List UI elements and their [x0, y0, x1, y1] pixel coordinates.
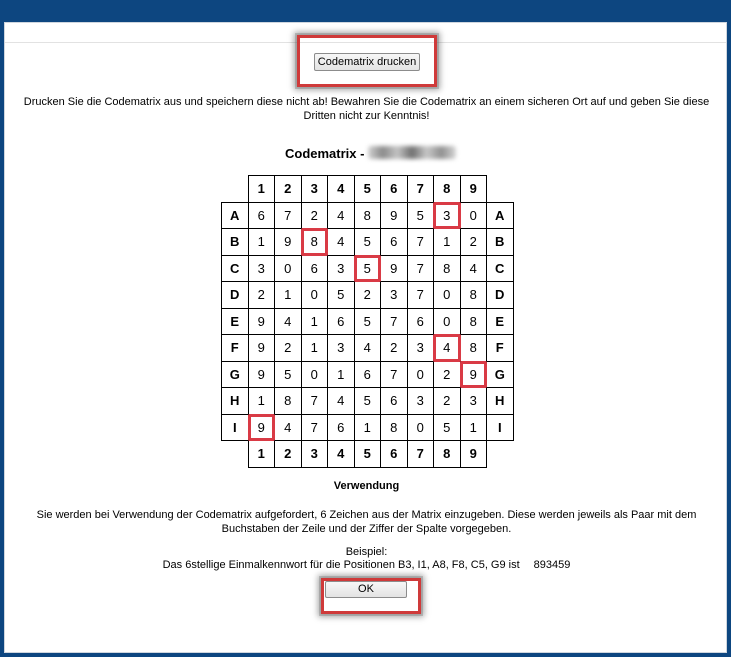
row-header: G: [221, 361, 249, 389]
matrix-cell: 7: [274, 202, 302, 230]
row-header: C: [486, 255, 514, 283]
column-footer: 2: [274, 440, 302, 468]
example-label: Beispiel:: [345, 546, 388, 558]
matrix-cell: 8: [460, 334, 488, 362]
matrix-cell: 0: [407, 361, 435, 389]
matrix-cell: 4: [460, 255, 488, 283]
print-codematrix-button[interactable]: Codematrix drucken: [314, 53, 420, 71]
matrix-cell: 5: [327, 281, 355, 309]
dialog-window: [4, 22, 727, 653]
column-header: 1: [248, 175, 276, 203]
row-header: F: [221, 334, 249, 362]
matrix-cell: 1: [301, 334, 329, 362]
matrix-cell: 5: [274, 361, 302, 389]
matrix-cell: 5: [354, 308, 382, 336]
row-header: H: [221, 387, 249, 415]
matrix-corner: [486, 440, 514, 468]
example-line: [5, 559, 728, 571]
matrix-cell: 4: [274, 414, 302, 442]
row-header: I: [486, 414, 514, 442]
matrix-cell: 3: [460, 387, 488, 415]
matrix-cell: 7: [301, 387, 329, 415]
matrix-cell: 9: [248, 308, 276, 336]
column-header: 2: [274, 175, 302, 203]
row-header: F: [486, 334, 514, 362]
matrix-title: Codematrix -: [285, 146, 365, 161]
usage-text: Sie werden bei Verwendung der Codematrix aufgefordert, 6 Zeichen aus der Matrix einzugeben. Diese werden jeweils als Paar mit dem Buchstaben der Zeile und der Ziffer der Spalte vorgegeben.: [36, 509, 697, 535]
column-header: 6: [380, 175, 408, 203]
row-header: A: [486, 202, 514, 230]
matrix-cell: 9: [274, 228, 302, 256]
matrix-cell: 9: [248, 361, 276, 389]
usage-title: Verwendung: [333, 480, 400, 492]
matrix-cell: 0: [460, 202, 488, 230]
matrix-cell: 4: [327, 387, 355, 415]
matrix-cell: 4: [354, 334, 382, 362]
matrix-cell: 2: [248, 281, 276, 309]
matrix-cell: 7: [301, 414, 329, 442]
example-value: 893459: [533, 559, 571, 571]
matrix-cell: 8: [460, 308, 488, 336]
matrix-cell: 5: [354, 387, 382, 415]
matrix-cell: 1: [274, 281, 302, 309]
matrix-cell: 3: [327, 255, 355, 283]
row-header: E: [221, 308, 249, 336]
matrix-cell: 7: [380, 361, 408, 389]
matrix-cell: 3: [407, 387, 435, 415]
matrix-cell: 8: [274, 387, 302, 415]
matrix-cell: 1: [354, 414, 382, 442]
row-header: E: [486, 308, 514, 336]
column-header: 9: [460, 175, 488, 203]
matrix-cell: 2: [301, 202, 329, 230]
matrix-cell: 2: [460, 228, 488, 256]
matrix-cell: 9: [248, 414, 276, 442]
matrix-cell: 2: [380, 334, 408, 362]
row-header: D: [221, 281, 249, 309]
security-notice: Drucken Sie die Codematrix aus und speichern diese nicht ab! Bewahren Sie die Codematrix an einem sicheren Ort auf und geben Sie diese Dritten nicht zur Kenntnis!: [23, 96, 710, 122]
matrix-cell: 0: [301, 281, 329, 309]
matrix-cell: 4: [327, 228, 355, 256]
matrix-cell: 5: [407, 202, 435, 230]
matrix-cell: 3: [407, 334, 435, 362]
matrix-cell: 7: [407, 281, 435, 309]
matrix-cell: 3: [433, 202, 461, 230]
matrix-cell: 6: [327, 308, 355, 336]
matrix-cell: 9: [380, 202, 408, 230]
matrix-cell: 2: [433, 361, 461, 389]
matrix-cell: 8: [354, 202, 382, 230]
column-footer: 5: [354, 440, 382, 468]
matrix-cell: 1: [248, 387, 276, 415]
matrix-cell: 3: [380, 281, 408, 309]
matrix-cell: 0: [433, 308, 461, 336]
matrix-cell: 8: [433, 255, 461, 283]
matrix-cell: 5: [354, 228, 382, 256]
matrix-corner: [221, 440, 249, 468]
matrix-cell: 1: [301, 308, 329, 336]
matrix-cell: 8: [380, 414, 408, 442]
matrix-cell: 2: [354, 281, 382, 309]
column-footer: 1: [248, 440, 276, 468]
matrix-corner: [486, 175, 514, 203]
column-header: 4: [327, 175, 355, 203]
matrix-cell: 1: [248, 228, 276, 256]
matrix-cell: 0: [301, 361, 329, 389]
matrix-cell: 6: [327, 414, 355, 442]
matrix-cell: 0: [407, 414, 435, 442]
matrix-cell: 5: [433, 414, 461, 442]
matrix-cell: 3: [327, 334, 355, 362]
example-text: Das 6stellige Einmalkennwort für die Positionen B3, I1, A8, F8, C5, G9 ist: [162, 559, 520, 571]
column-footer: 8: [433, 440, 461, 468]
matrix-cell: 2: [274, 334, 302, 362]
matrix-cell: 2: [433, 387, 461, 415]
column-footer: 6: [380, 440, 408, 468]
matrix-cell: 7: [407, 228, 435, 256]
code-matrix-grid: [221, 175, 513, 467]
column-footer: 3: [301, 440, 329, 468]
matrix-cell: 7: [380, 308, 408, 336]
matrix-cell: 6: [248, 202, 276, 230]
row-header: H: [486, 387, 514, 415]
matrix-cell: 8: [301, 228, 329, 256]
matrix-cell: 0: [274, 255, 302, 283]
matrix-cell: 3: [248, 255, 276, 283]
matrix-cell: 8: [460, 281, 488, 309]
column-footer: 9: [460, 440, 488, 468]
matrix-cell: 1: [327, 361, 355, 389]
row-header: B: [221, 228, 249, 256]
matrix-cell: 7: [407, 255, 435, 283]
row-header: C: [221, 255, 249, 283]
matrix-cell: 6: [407, 308, 435, 336]
matrix-cell: 6: [354, 361, 382, 389]
matrix-cell: 4: [274, 308, 302, 336]
matrix-corner: [221, 175, 249, 203]
matrix-cell: 4: [433, 334, 461, 362]
row-header: B: [486, 228, 514, 256]
matrix-cell: 1: [433, 228, 461, 256]
matrix-cell: 1: [460, 414, 488, 442]
column-footer: 4: [327, 440, 355, 468]
matrix-cell: 9: [380, 255, 408, 283]
matrix-cell: 6: [380, 387, 408, 415]
matrix-cell: 6: [301, 255, 329, 283]
row-header: A: [221, 202, 249, 230]
column-header: 8: [433, 175, 461, 203]
matrix-cell: 6: [380, 228, 408, 256]
matrix-cell: 5: [354, 255, 382, 283]
matrix-cell: 0: [433, 281, 461, 309]
row-header: G: [486, 361, 514, 389]
column-header: 3: [301, 175, 329, 203]
redacted-account-id: [368, 146, 456, 159]
matrix-cell: 9: [460, 361, 488, 389]
matrix-cell: 9: [248, 334, 276, 362]
column-header: 5: [354, 175, 382, 203]
column-header: 7: [407, 175, 435, 203]
row-header: D: [486, 281, 514, 309]
column-footer: 7: [407, 440, 435, 468]
matrix-cell: 4: [327, 202, 355, 230]
ok-button[interactable]: OK: [325, 581, 407, 598]
row-header: I: [221, 414, 249, 442]
